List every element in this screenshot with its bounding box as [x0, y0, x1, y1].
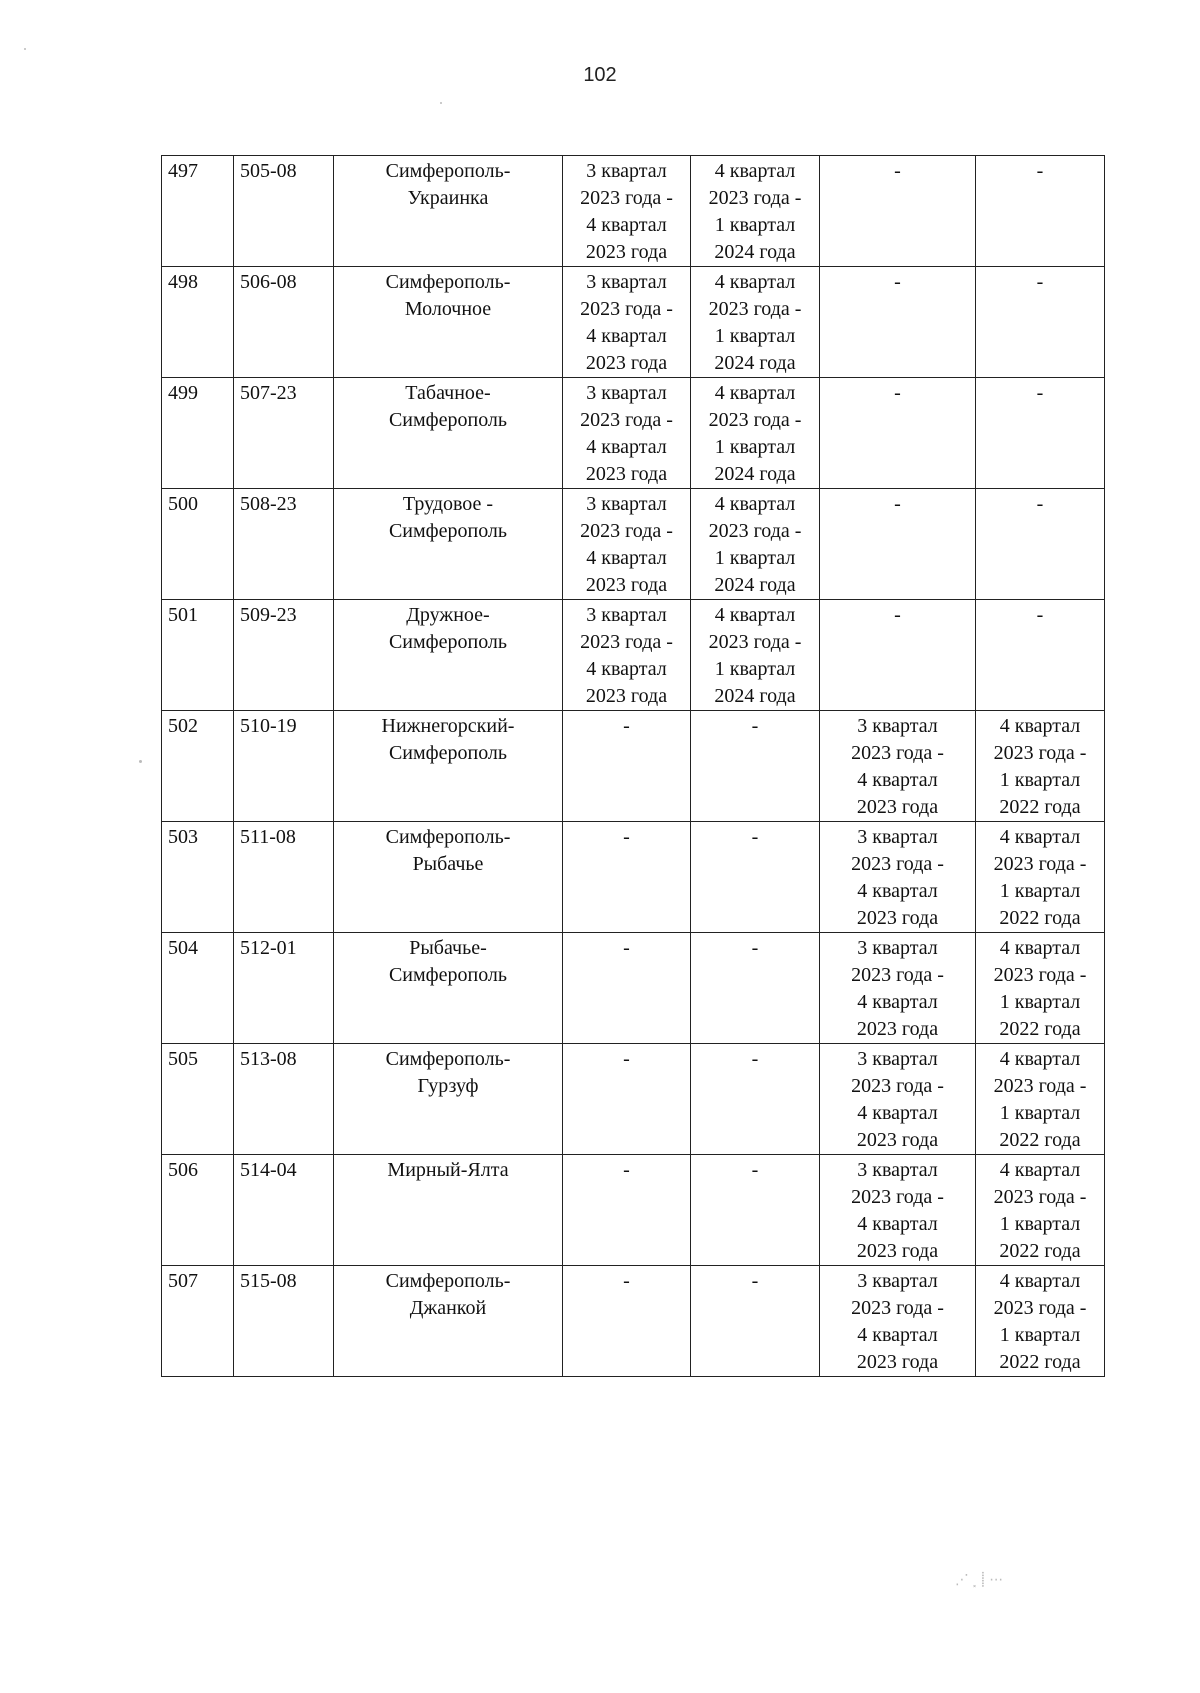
period-cell-c4 — [976, 489, 1105, 600]
table-row — [162, 933, 1105, 1044]
row-number-cell: 500 — [162, 489, 234, 600]
route-name-cell — [334, 822, 563, 933]
period-cell-c2 — [691, 822, 820, 933]
period-line: - — [751, 1048, 759, 1070]
route-name-line: Симферополь- — [385, 160, 511, 182]
period-line: - — [623, 715, 630, 737]
period-cell-c4 — [976, 1044, 1105, 1155]
route-name-line: Симферополь- — [385, 271, 511, 293]
route-name-line: Симферополь- — [385, 1270, 511, 1292]
route-code-cell: 506-08 — [234, 267, 334, 378]
period-line: 1 квартал — [999, 991, 1081, 1013]
period-line: 4 квартал — [714, 271, 796, 293]
period-line: 1 квартал — [714, 214, 796, 236]
period-line: 2023 года - — [851, 964, 944, 986]
period-cell-c4 — [976, 1155, 1105, 1266]
period-line: - — [1036, 160, 1044, 182]
route-name-line: Симферополь — [388, 409, 508, 431]
scan-speck — [24, 48, 26, 50]
period-cell-c3 — [820, 1266, 976, 1377]
route-name-line: Трудовое - — [402, 493, 494, 515]
period-line: 1 квартал — [999, 1213, 1081, 1235]
period-cell-c3 — [820, 600, 976, 711]
period-line: 4 квартал — [999, 1048, 1081, 1070]
route-name-cell — [334, 600, 563, 711]
period-line: 3 квартал — [857, 1048, 938, 1070]
period-line: 4 квартал — [857, 1213, 938, 1235]
route-code-cell: 507-23 — [234, 378, 334, 489]
route-code-cell: 515-08 — [234, 1266, 334, 1377]
period-cell-c3 — [820, 1155, 976, 1266]
period-cell-c1 — [563, 156, 691, 267]
period-line: - — [894, 604, 901, 626]
period-line: - — [623, 826, 630, 848]
period-line: 2023 года - — [580, 409, 673, 431]
period-line: 2023 года - — [708, 187, 802, 209]
period-cell-c4 — [976, 711, 1105, 822]
route-code-cell: 512-01 — [234, 933, 334, 1044]
period-cell-c4 — [976, 1266, 1105, 1377]
period-cell-c1 — [563, 711, 691, 822]
period-line: - — [894, 493, 901, 515]
period-line: 2024 года — [714, 241, 796, 263]
route-name-cell — [334, 267, 563, 378]
period-cell-c3 — [820, 711, 976, 822]
row-number-cell: 502 — [162, 711, 234, 822]
row-number-cell: 503 — [162, 822, 234, 933]
route-name-cell — [334, 711, 563, 822]
period-line: 1 квартал — [999, 1102, 1081, 1124]
route-code-cell: 509-23 — [234, 600, 334, 711]
route-code-cell: 510-19 — [234, 711, 334, 822]
period-line: - — [894, 160, 901, 182]
period-line: 1 квартал — [999, 1324, 1081, 1346]
period-line: 4 квартал — [714, 493, 796, 515]
row-number-cell: 507 — [162, 1266, 234, 1377]
period-line: 3 квартал — [857, 826, 938, 848]
period-line: 2023 года - — [993, 1297, 1087, 1319]
route-name-cell — [334, 489, 563, 600]
period-line: 2023 года - — [993, 1075, 1087, 1097]
period-line: - — [751, 715, 759, 737]
period-line: 2023 года - — [708, 298, 802, 320]
period-line: 2023 года - — [708, 631, 802, 653]
period-line: 4 квартал — [586, 436, 667, 458]
period-cell-c2 — [691, 489, 820, 600]
route-code-cell: 513-08 — [234, 1044, 334, 1155]
period-line: 2024 года — [714, 685, 796, 707]
route-name-cell — [334, 933, 563, 1044]
period-line: - — [751, 937, 759, 959]
period-line: 3 квартал — [586, 160, 667, 182]
row-number-cell: 497 — [162, 156, 234, 267]
period-cell-c4 — [976, 933, 1105, 1044]
period-cell-c1 — [563, 489, 691, 600]
table-row — [162, 600, 1105, 711]
period-cell-c2 — [691, 267, 820, 378]
period-line: 3 квартал — [586, 493, 667, 515]
period-line: - — [751, 1270, 759, 1292]
period-line: 2023 года - — [580, 631, 673, 653]
period-line: 4 квартал — [857, 880, 938, 902]
route-name-line: Джанкой — [409, 1297, 487, 1319]
route-name-line: Молочное — [404, 298, 492, 320]
route-name-line: Мирный-Ялта — [387, 1159, 509, 1181]
period-line: - — [623, 937, 630, 959]
table-row — [162, 489, 1105, 600]
period-cell-c3 — [820, 1044, 976, 1155]
period-line: 2023 года - — [580, 298, 673, 320]
period-line: - — [623, 1159, 630, 1181]
route-name-line: Симферополь — [388, 631, 508, 653]
row-number-cell: 506 — [162, 1155, 234, 1266]
period-line: 2022 года — [999, 907, 1081, 929]
period-line: 4 квартал — [857, 991, 938, 1013]
period-cell-c3 — [820, 822, 976, 933]
route-name-line: Симферополь — [388, 742, 508, 764]
period-line: 3 квартал — [586, 271, 667, 293]
period-line: 2022 года — [999, 1129, 1081, 1151]
period-cell-c2 — [691, 378, 820, 489]
period-line: 3 квартал — [586, 382, 667, 404]
route-name-line: Рыбачье — [412, 853, 484, 875]
route-name-cell — [334, 1044, 563, 1155]
period-line: 4 квартал — [999, 1270, 1081, 1292]
period-line: 3 квартал — [857, 1159, 938, 1181]
route-name-line: Украинка — [407, 187, 489, 209]
table-row — [162, 822, 1105, 933]
period-line: - — [623, 1270, 630, 1292]
period-cell-c4 — [976, 600, 1105, 711]
table-row — [162, 1155, 1105, 1266]
period-line: 1 квартал — [714, 658, 796, 680]
period-line: 2023 года — [856, 1351, 939, 1373]
route-name-line: Гурзуф — [417, 1075, 479, 1097]
period-line: 4 квартал — [857, 1102, 938, 1124]
period-cell-c2 — [691, 711, 820, 822]
period-cell-c2 — [691, 1155, 820, 1266]
period-line: 1 квартал — [999, 769, 1081, 791]
period-line: - — [751, 1159, 759, 1181]
period-line: - — [751, 826, 759, 848]
route-name-cell — [334, 1155, 563, 1266]
route-code-cell: 508-23 — [234, 489, 334, 600]
route-name-cell — [334, 378, 563, 489]
scan-mark: ⋰ ⸼ ⸽ ⋯ — [955, 1572, 1004, 1588]
period-line: 2023 года — [856, 1018, 939, 1040]
period-line: 4 квартал — [857, 1324, 938, 1346]
period-line: 2023 года - — [851, 853, 944, 875]
scan-speck — [139, 760, 142, 763]
period-line: - — [894, 271, 901, 293]
period-cell-c4 — [976, 267, 1105, 378]
table-row — [162, 1266, 1105, 1377]
period-line: 2023 года - — [851, 1075, 944, 1097]
route-name-line: Симферополь- — [385, 1048, 511, 1070]
period-line: 3 квартал — [857, 1270, 938, 1292]
period-line: 2023 года — [585, 685, 668, 707]
period-line: 4 квартал — [714, 604, 796, 626]
period-line: 4 квартал — [714, 160, 796, 182]
period-line: 2024 года — [714, 574, 796, 596]
period-line: 4 квартал — [999, 937, 1081, 959]
period-line: - — [1036, 382, 1044, 404]
period-cell-c1 — [563, 267, 691, 378]
period-line: 2023 года — [585, 241, 668, 263]
period-cell-c1 — [563, 1155, 691, 1266]
period-line: 4 квартал — [999, 826, 1081, 848]
period-line: 2024 года — [714, 352, 796, 374]
period-line: 4 квартал — [857, 769, 938, 791]
route-code-cell: 511-08 — [234, 822, 334, 933]
table-row — [162, 156, 1105, 267]
period-line: 2023 года — [585, 352, 668, 374]
route-name-line: Симферополь — [388, 964, 508, 986]
route-name-line: Дружное- — [406, 604, 490, 626]
route-name-cell — [334, 1266, 563, 1377]
table-row — [162, 267, 1105, 378]
period-line: 1 квартал — [999, 880, 1081, 902]
row-number-cell: 498 — [162, 267, 234, 378]
period-cell-c3 — [820, 378, 976, 489]
period-line: 2023 года — [856, 1129, 939, 1151]
scan-speck — [440, 102, 442, 104]
route-code-cell: 514-04 — [234, 1155, 334, 1266]
period-line: 2022 года — [999, 1018, 1081, 1040]
period-cell-c3 — [820, 267, 976, 378]
period-cell-c1 — [563, 933, 691, 1044]
row-number-cell: 504 — [162, 933, 234, 1044]
period-line: 2023 года - — [851, 742, 944, 764]
period-line: 2023 года - — [708, 520, 802, 542]
period-line: 2023 года — [856, 907, 939, 929]
period-line: 3 квартал — [586, 604, 667, 626]
period-line: 4 квартал — [999, 1159, 1081, 1181]
period-line: 2024 года — [714, 463, 796, 485]
period-cell-c1 — [563, 1044, 691, 1155]
period-cell-c1 — [563, 600, 691, 711]
period-line: 1 квартал — [714, 547, 796, 569]
period-line: 3 квартал — [857, 715, 938, 737]
route-name-line: Симферополь- — [385, 826, 511, 848]
table-row — [162, 711, 1105, 822]
period-cell-c2 — [691, 1044, 820, 1155]
period-cell-c1 — [563, 1266, 691, 1377]
period-cell-c2 — [691, 156, 820, 267]
period-line: 2023 года — [856, 796, 939, 818]
period-line: 2023 года - — [851, 1297, 944, 1319]
period-cell-c2 — [691, 933, 820, 1044]
period-line: 2023 года - — [993, 1186, 1087, 1208]
period-line: 2022 года — [999, 796, 1081, 818]
period-cell-c4 — [976, 822, 1105, 933]
period-line: 2022 года — [999, 1240, 1081, 1262]
period-line: 4 квартал — [714, 382, 796, 404]
routes-table — [161, 155, 1105, 1377]
page-number: 102 — [583, 64, 617, 86]
route-name-line: Симферополь — [388, 520, 508, 542]
period-cell-c4 — [976, 378, 1105, 489]
route-name-line: Табачное- — [405, 382, 491, 404]
period-cell-c1 — [563, 822, 691, 933]
period-line: 4 квартал — [586, 658, 667, 680]
period-line: 1 квартал — [714, 436, 796, 458]
row-number-cell: 501 — [162, 600, 234, 711]
period-line: 2023 года - — [993, 853, 1087, 875]
period-line: 1 квартал — [714, 325, 796, 347]
period-cell-c2 — [691, 1266, 820, 1377]
period-line: - — [1036, 604, 1044, 626]
period-line: 2023 года - — [580, 520, 673, 542]
period-line: 2022 года — [999, 1351, 1081, 1373]
period-line: 2023 года - — [580, 187, 673, 209]
period-line: 2023 года - — [708, 409, 802, 431]
period-line: 4 квартал — [999, 715, 1081, 737]
period-cell-c4 — [976, 156, 1105, 267]
period-cell-c3 — [820, 489, 976, 600]
route-code-cell: 505-08 — [234, 156, 334, 267]
period-line: 2023 года — [856, 1240, 939, 1262]
period-line: 2023 года — [585, 463, 668, 485]
period-line: - — [1036, 271, 1044, 293]
row-number-cell: 499 — [162, 378, 234, 489]
table-row — [162, 1044, 1105, 1155]
period-line: 4 квартал — [586, 547, 667, 569]
period-line: 4 квартал — [586, 214, 667, 236]
period-line: 2023 года - — [851, 1186, 944, 1208]
period-line: 2023 года - — [993, 742, 1087, 764]
period-cell-c2 — [691, 600, 820, 711]
period-line: - — [1036, 493, 1044, 515]
route-name-line: Нижнегорский- — [381, 715, 515, 737]
period-line: - — [894, 382, 901, 404]
period-line: - — [623, 1048, 630, 1070]
period-cell-c3 — [820, 933, 976, 1044]
period-line: 2023 года — [585, 574, 668, 596]
period-cell-c1 — [563, 378, 691, 489]
row-number-cell: 505 — [162, 1044, 234, 1155]
period-line: 4 квартал — [586, 325, 667, 347]
period-line: 2023 года - — [993, 964, 1087, 986]
period-cell-c3 — [820, 156, 976, 267]
route-name-line: Рыбачье- — [409, 937, 487, 959]
period-line: 3 квартал — [857, 937, 938, 959]
table-row — [162, 378, 1105, 489]
route-name-cell — [334, 156, 563, 267]
